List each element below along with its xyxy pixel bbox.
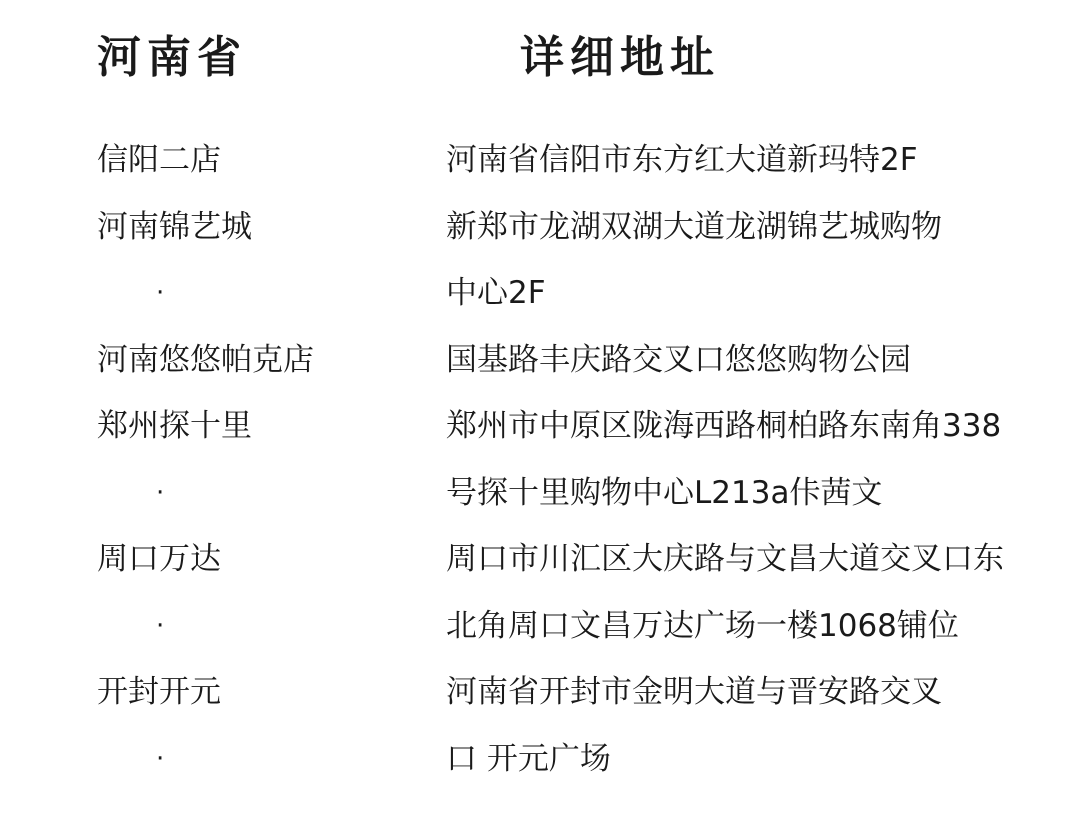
list-item <box>0 327 1080 394</box>
list-item <box>0 260 1080 327</box>
list-item <box>0 460 1080 527</box>
store-name: 开封开元 <box>97 674 221 710</box>
list-item <box>0 127 1080 194</box>
province-heading: 河南省 <box>97 32 247 83</box>
store-address: 周口市川汇区大庆路与文昌大道交叉口东 <box>446 541 1004 577</box>
continuation-dot: · <box>156 477 165 508</box>
address-heading: 详细地址 <box>520 32 720 83</box>
store-address: 新郑市龙湖双湖大道龙湖锦艺城购物 <box>446 208 942 245</box>
store-address-continued: 中心2F <box>446 275 546 311</box>
list-item <box>0 393 1080 460</box>
list-item <box>0 726 1080 793</box>
continuation-dot: · <box>156 610 165 641</box>
list-item <box>0 194 1080 261</box>
table-header <box>0 28 1080 88</box>
store-address-continued: 号探十里购物中心L213a佧茜文 <box>446 474 883 511</box>
list-item <box>0 526 1080 593</box>
list-item <box>0 659 1080 726</box>
store-name: 河南悠悠帕克店 <box>97 341 314 378</box>
continuation-dot: · <box>156 743 165 774</box>
store-list <box>0 127 1080 792</box>
store-address-continued: 口 开元广场 <box>446 740 611 777</box>
list-item <box>0 593 1080 660</box>
store-address-continued: 北角周口文昌万达广场一楼1068铺位 <box>446 607 959 644</box>
store-name: 信阳二店 <box>97 142 221 178</box>
store-name: 河南锦艺城 <box>97 208 252 245</box>
store-name: 周口万达 <box>97 541 221 577</box>
store-address: 河南省开封市金明大道与晋安路交叉 <box>446 674 942 710</box>
store-name: 郑州探十里 <box>97 408 252 444</box>
store-address: 河南省信阳市东方红大道新玛特2F <box>446 142 918 178</box>
continuation-dot: · <box>156 278 165 308</box>
store-address: 郑州市中原区陇海西路桐柏路东南角338 <box>446 408 1002 444</box>
store-address: 国基路丰庆路交叉口悠悠购物公园 <box>446 341 911 378</box>
